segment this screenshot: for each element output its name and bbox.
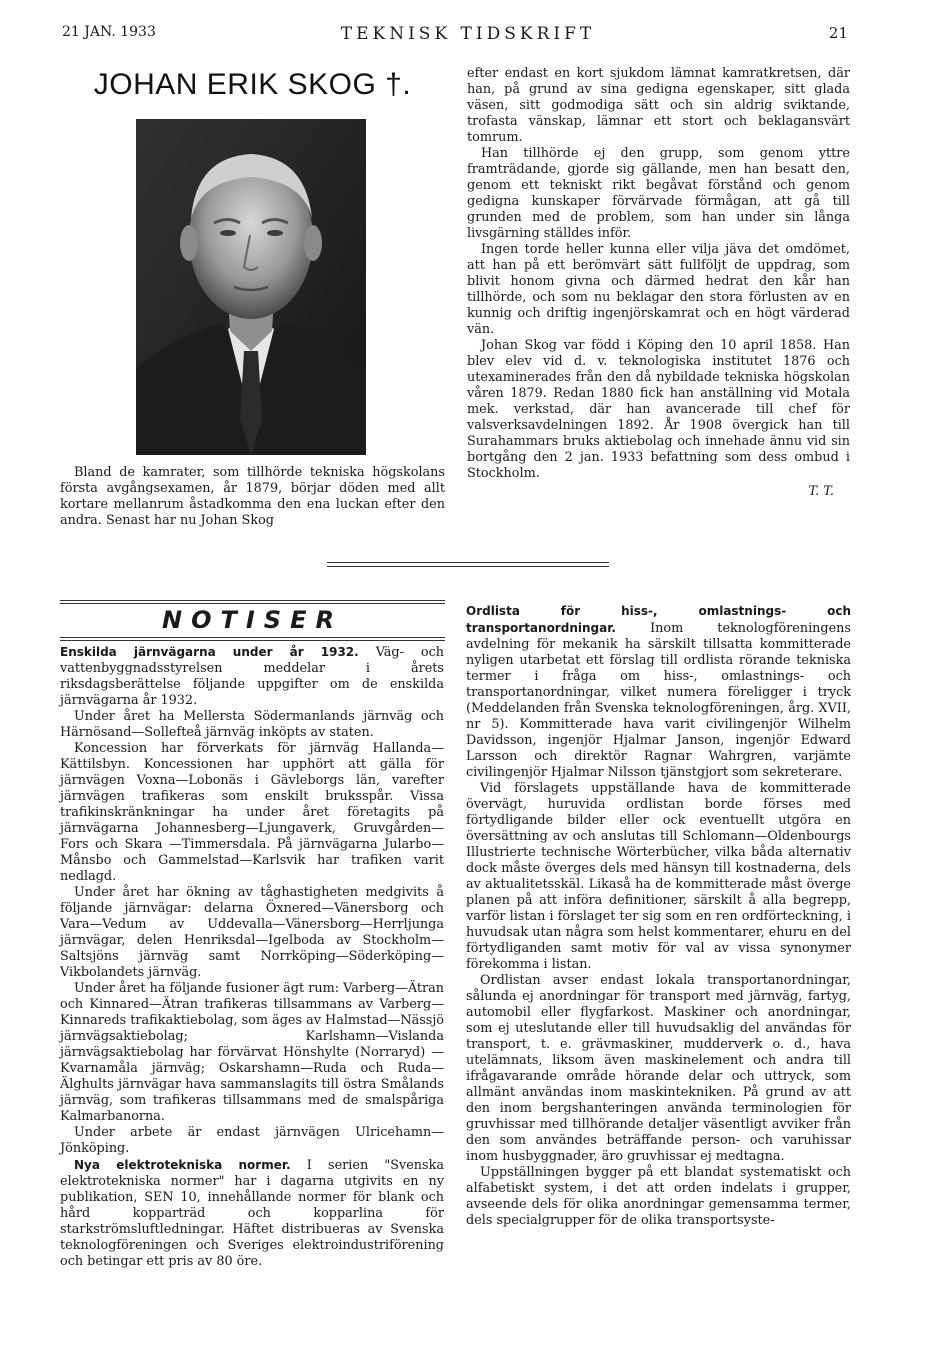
- notice-headline: Nya elektrotekniska normer.: [74, 1158, 291, 1172]
- section-rule: [60, 637, 445, 638]
- obituary-paragraph: Ingen torde heller kunna eller vilja jäva det omdömet, att han på ett berömvärt sätt fullföljt de uppdrag, som blivit honom givna och därmed hedrat den kår han tillhörde, och som nu beklagar den stora förlusten av en kunnig och driftig ingenjörskamrat och en högt värderad vän.: [467, 242, 850, 337]
- separator-rule: [327, 562, 609, 563]
- obituary-paragraph: efter endast en kort sjukdom lämnat kamratkretsen, där han, på grund av sina gedigna egenskaper, sitt glada väsen, sitt godmodiga sätt och sin aldrig sviktande, trofasta vänskap, lämnar ett stort och beklagansvärt tomrum.: [467, 66, 850, 145]
- notice-paragraph: [466, 973, 851, 1165]
- notice-paragraph: [60, 981, 444, 1125]
- notice-text: Under året ha följande fusioner ägt rum: Varberg—Ätran och Kinnared—Ätran trafikeras tillsammans av Varberg—Kinnareds trafikaktiebolag, som äges av Halmstad—Nässjö järnvägsaktiebolag; Karlshamn—Vislanda järnvägsaktiebolag har förvärvat Hönshylte (Norraryd) —Kvarnamåla järnväg; Oskarshamn—Ruda och Ruda—Älghults järnvägar hava sammanslagits till östra Smålands järnväg, som trafikeras tillsammans med de smalspåriga Kalmarbanorna.: [60, 981, 445, 1124]
- running-header: [0, 24, 936, 50]
- obituary-intro-paragraph: Bland de kamrater, som tillhörde tekniska högskolans första avgångsexamen, år 1879, börjar döden med allt kortare mellanrum åstadkomma den ena luckan efter den andra. Senast har nu Johan Skog: [60, 465, 445, 528]
- notice-paragraph: [60, 709, 444, 741]
- page-number: 21: [828, 24, 848, 42]
- issue-date: 21 JAN. 1933: [62, 24, 156, 40]
- notice-paragraph: [60, 885, 444, 981]
- separator-rule: [327, 566, 609, 567]
- obituary-signature: T. T.: [808, 484, 834, 499]
- obituary-paragraph: Han tillhörde ej den grupp, som genom yttre framträdande, gjorde sig gällande, men han besatt den, genom ett tekniskt rikt begåvat förstånd och genom gedigna kunskaper förvärvade förmågan, att gå till grunden med de problem, som han under sin långa livsgärning ställdes inför.: [467, 146, 850, 241]
- section-rule: [60, 600, 445, 601]
- notice-paragraph: [60, 741, 444, 885]
- notice-text: Vid förslagets uppställande hava de kommitterade övervägt, huruvida ordlistan borde förses med förtydligande bilder eller ock eventuellt utgöra en översättning av och anslutas till Schlomann—Oldenbourgs Illustrierte technische Wörterbücher, vilka båda alternativ dock måste överges dels med hänsyn till kostnaderna, dels av aktualitetsskäl. Likaså ha de kommitterade måst överge planen på att införa definitioner, särskilt å alla begrepp, varför listan i förslaget ter sig som en ren ordförteckning, i huvudsak utan några som helst kommentarer, ehuru en del förtydliganden samt motiv för val av vissa synonymer förekomma i listan.: [466, 781, 851, 972]
- obituary-intro: [60, 465, 445, 541]
- journal-title: TEKNISK TIDSKRIFT: [340, 24, 596, 44]
- notice-paragraph: [466, 781, 851, 973]
- notice-text: Inom teknologföreningens avdelning för mekanik ha särskilt tillsatta kommitterade nyligen utarbetat ett förslag till ordlista rörande tekniska termer i fråga om hiss-, omlastnings- och transportanordningar, vilket numera föreligger i tryck (Meddelanden från Svenska teknologföreningen, årg. XVII, nr 5). Kommitterade hava varit civilingenjör Wilhelm Davidsson, ingenjör Hjalmar Janson, ingenjör Edward Larsson och direktör Ragnar Wahrgren, varjämte civilingenjör Hjalmar Nilsson tjänstgjort som sekreterare.: [466, 621, 851, 780]
- section-rule: [60, 603, 445, 604]
- notiser-right-column: [466, 603, 851, 1229]
- notice-text: Under året ha Mellersta Södermanlands järnväg och Härnösand—Sollefteå järnväg inköpts av staten.: [60, 709, 444, 740]
- notice-paragraph: [466, 603, 851, 781]
- notice-paragraph: [60, 1125, 444, 1157]
- notice-text: Under året har ökning av tåghastigheten medgivits å följande järnvägar: delarna Öxnered—Vänersborg och Vara—Vedum av Uddevalla—Vänersborg—Herrljunga järnvägar, delen Henriksdal—Igelboda av Stockholm—Saltsjöns järnväg samt Norrköping—Söderköping—Vikbolandets järnväg.: [60, 885, 444, 980]
- notice-text: Under arbete är endast järnvägen Ulricehamn—Jönköping.: [60, 1125, 444, 1156]
- notice-paragraph: [466, 1165, 851, 1229]
- portrait-photo: [136, 119, 366, 455]
- notice-text: I serien "Svenska elektrotekniska normer" har i dagarna utgivits en ny publikation, SEN 10, innehållande normer för blank och hård kopparträd och kopparlina för starkströmsluftledningar. Häftet distribueras av Svenska teknologföreningen och Sveriges elektroindustriförening och betingar ett pris av 80 öre.: [60, 1158, 445, 1269]
- notice-text: Uppställningen bygger på ett blandat systematiskt och alfabetiskt system, i det att orden indelats i grupper, avseende dels för olika anordningar gemensamma termer, dels specialgrupper för de olika transportsyste-: [466, 1165, 851, 1228]
- notice-text: Koncession har förverkats för järnväg Hallanda—Kättilsbyn. Koncessionen har upphört att gälla för järnvägen Voxna—Lobonäs i Gävleborgs län, varefter järnvägen trafikeras som enskilt bruksspår. Vissa trafikinskränkningar ha under året företagits på järnvägarna Johannesberg—Ljungaverk, Gruvgården—Fors och Skara —Timmersdala. På järnvägarna Jularbo—Månsbo och Gammelstad—Karlsvik har trafiken varit nedlagd.: [60, 741, 444, 884]
- notice-paragraph: [60, 1157, 444, 1270]
- notice-headline: Enskilda järnvägarna under år 1932.: [60, 645, 359, 659]
- obituary-title: JOHAN ERIK SKOG †.: [93, 68, 412, 101]
- obituary-continuation: [467, 66, 850, 500]
- notiser-heading: NOTISER: [162, 606, 343, 634]
- notice-headline: Ordlista för hiss-, omlastnings- och transportanordningar.: [466, 604, 851, 635]
- notiser-left-column: [60, 644, 444, 1270]
- notice-paragraph: [60, 644, 444, 709]
- obituary-paragraph: Johan Skog var född i Köping den 10 april 1858. Han blev elev vid d. v. teknologiska institutet 1876 och utexaminerades från den då nybildade tekniska högskolan våren 1879. Redan 1880 fick han anställning vid Motala mek. verkstad, där han avancerade till chef för valsverksavdelningen 1892. År 1908 övergick han till Surahammars bruks aktiebolag och innehade ännu vid sin bortgång den 2 jan. 1933 befattning som dess ombud i Stockholm.: [467, 338, 850, 481]
- notice-text: Väg- och vattenbyggnadsstyrelsen meddelar i årets riksdagsberättelse följande uppgifter om de enskilda järnvägarna år 1932.: [60, 645, 444, 708]
- section-rule: [60, 640, 445, 641]
- notice-text: Ordlistan avser endast lokala transportanordningar, sålunda ej anordningar för transport med järnväg, fartyg, automobil eller flygfarkost. Maskiner och anordningar, som ej uteslutande eller till huvudsaklig del användas för transport, t. e. grävmaskiner, mudderverk o. d., hava utelämnats, liksom även maskinelement och andra till ifrågavarande område hörande delar och uttryck, som allmänt användas inom maskintekniken. På grund av att den inom bergshanteringen använda terminologien för gruvhissar med tillhörande detaljer väsentligt avviker från den som användes beträffande person- och varuhissar inom husbyggnader, äro gruvhissar ej medtagna.: [466, 973, 851, 1164]
